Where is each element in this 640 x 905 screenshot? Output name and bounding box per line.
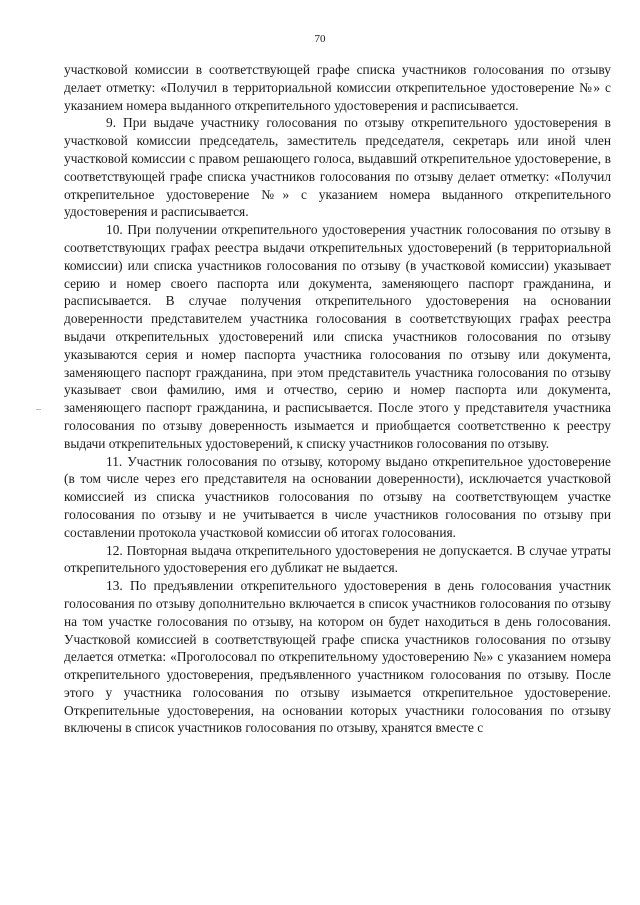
paragraph-item-12: 12. Повторная выдача открепительного удостоверения не допускается. В случае утраты открепительного удостоверения его дубликат не выдается.: [64, 542, 611, 576]
document-body: [64, 61, 611, 737]
paragraph-item-11: 11. Участник голосования по отзыву, которому выдано открепительное удостоверение (в том числе через его представителя на основании доверенности), исключается участковой комиссией из списка участников голосования по отзыву на соответствующем участке голосования по отзыву и не учитывается в числе участников голосования по отзыву при составлении протокола участковой комиссии об итогах голосования.: [64, 453, 611, 540]
scan-margin-mark: [36, 409, 41, 410]
paragraph-continuation: участковой комиссии в соответствующей графе списка участников голосования по отзыву делает отметку: «Получил в территориальной комиссии открепительное удостоверение №» с указанием номера выданного открепительного удостоверения и расписывается.: [64, 62, 611, 113]
paragraph-item-10: 10. При получении открепительного удостоверения участник голосования по отзыву в соответствующих графах реестра выдачи открепительных удостоверений (в территориальной комиссии) или списка участников голосования по отзыву (в участковой комиссии) указывает серию и номер своего паспорта или документа, заменяющего паспорт гражданина, и расписывается. В случае получения открепительного удостоверения на основании доверенности представителем участника голосования в соответствующих графах реестра выдачи открепительных удостоверений или списка участников голосования по отзыву указываются серия и номер паспорта участника голосования по отзыву или документа, заменяющего паспорт гражданина, при этом представитель участника голосования по отзыву указывает свои фамилию, имя и отчество, серию и номер паспорта или документа, заменяющего паспорт гражданина, и расписывается. После этого у представителя участника голосования по отзыву доверенность изымается и приобщается соответственно к реестру выдачи открепительных удостоверений, к списку участников голосования по отзыву.: [64, 222, 611, 451]
paragraph-item-13: 13. По предъявлении открепительного удостоверения в день голосования участник голосования по отзыву дополнительно включается в список участников голосования по отзыву на том участке голосования по отзыву, на котором он будет находиться в день голосования. Участковой комиссией в соответствующей графе списка участников голосования по отзыву делается отметка: «Проголосовал по открепительному удостоверению №» с указанием номера открепительного удостоверения, предъявленного участником голосования по отзыву. После этого у участника голосования по отзыву изымается открепительное удостоверение. Открепительные удостоверения, на основании которых участники голосования по отзыву включены в список участников голосования по отзыву, хранятся вместе с: [64, 578, 611, 736]
page-number: 70: [314, 33, 326, 45]
paragraph-item-9: 9. При выдаче участнику голосования по отзыву открепительного удостоверения в участковой комиссии председатель, заместитель председателя, секретарь или иной член участковой комиссии с правом решающего голоса, выдавший открепительное удостоверение, в соответствующей графе списка участников голосования по отзыву делает отметку: «Получил открепительное удостоверение №» с указанием номера выданного открепительного удостоверения и расписывается.: [64, 115, 611, 220]
